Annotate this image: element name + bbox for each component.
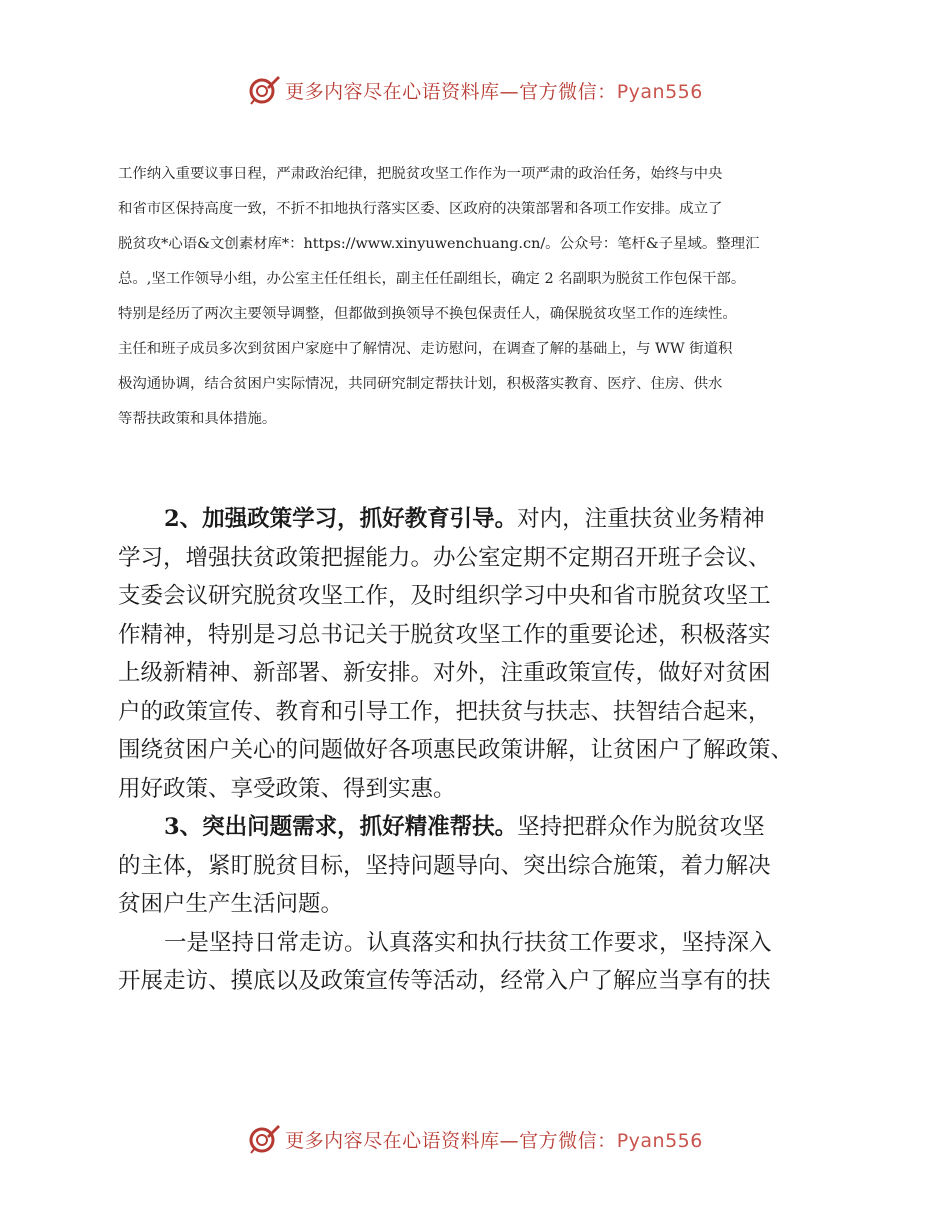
text-line: 特别是经历了两次主要领导调整，但都做到换领导不换包保责任人，确保脱贫攻坚工作的连续性。 (118, 306, 737, 322)
text-line: 极沟通协调，结合贫困户实际情况，共同研究制定帮扶计划，积极落实教育、医疗、住房、供水 (118, 376, 723, 392)
para-4-first-line: 一是坚持日常走访。认真落实和执行扶贫工作要求，坚持深入 (164, 929, 772, 956)
section-2-lead: 对内，注重扶贫业务精神 (517, 506, 765, 532)
section-2-first-line (118, 500, 853, 539)
text-line: 上级新精神、新部署、新安排。对外，注重政策宣传，做好对贫困 (118, 660, 771, 686)
watermark-handle: Pyan556 (616, 1129, 703, 1152)
body-text (118, 500, 853, 1001)
text-line: 主任和班子成员多次到贫困户家庭中了解情况、走访慰问，在调查了解的基础上，与 WW 街道积 (118, 341, 733, 357)
section-3-lead: 坚持把群众作为脱贫攻坚 (517, 814, 765, 840)
text-line: 总。,坚工作领导小组，办公室主任任组长，副主任任副组长，确定 2 名副职为脱贫工作包保干部。 (118, 271, 746, 287)
text-line: 等帮扶政策和具体措施。 (118, 411, 277, 427)
logo-pen-icon (247, 73, 281, 107)
watermark-text (285, 1126, 703, 1153)
text-line: 围绕贫困户关心的问题做好各项惠民政策讲解，让贫困户了解政策、 (118, 737, 794, 763)
text-line: 和省市区保持高度一致，不折不扣地执行落实区委、区政府的决策部署和各项工作安排。成立了 (118, 201, 723, 217)
text-line: 脱贫攻*心语&文创素材库*：https://www.xinyuwenchuang.cn/。公众号：笔杆&子星域。整理汇 (118, 236, 760, 252)
text-line: 的主体，紧盯脱贫目标，坚持问题导向、突出综合施策，着力解决 (118, 852, 771, 879)
text-line: 贫困户生产生活问题。 (118, 891, 344, 917)
watermark-handle: Pyan556 (616, 80, 703, 103)
text-line: 作精神，特别是习总书记关于脱贫攻坚工作的重要论述，积极落实 (118, 621, 771, 648)
footer-watermark (0, 1119, 950, 1159)
text-line: 支委会议研究脱贫攻坚工作，及时组织学习中央和省市脱贫攻坚工 (118, 583, 771, 609)
text-line: 工作纳入重要议事日程，严肃政治纪律，把脱贫攻坚工作作为一项严肃的政治任务，始终与中央 (118, 166, 723, 182)
text-line: 学习，增强扶贫政策把握能力。办公室定期不定期召开班子会议、 (118, 544, 771, 571)
watermark-main: 更多内容尽在心语资料库 (285, 1129, 500, 1152)
small-paragraph (118, 157, 843, 437)
section-3-heading: 3、突出问题需求，抓好精准帮扶。 (164, 814, 518, 840)
watermark-dash: — (499, 1129, 520, 1152)
watermark-label: 官方微信： (519, 80, 617, 103)
text-line: 用好政策、享受政策、得到实惠。 (118, 775, 456, 802)
section-3-first-line (118, 808, 853, 847)
text-line: 户的政策宣传、教育和引导工作，把扶贫与扶志、扶智结合起来， (118, 698, 771, 725)
header-watermark (0, 70, 950, 110)
watermark-main: 更多内容尽在心语资料库 (285, 80, 500, 103)
watermark-label: 官方微信： (519, 1129, 617, 1152)
watermark-dash: — (499, 80, 520, 103)
text-line: 开展走访、摸底以及政策宣传等活动，经常入户了解应当享有的扶 (118, 968, 771, 994)
section-2-heading: 2、加强政策学习，抓好教育引导。 (164, 506, 518, 532)
logo-pen-icon (247, 1122, 281, 1156)
watermark-text (285, 77, 703, 104)
